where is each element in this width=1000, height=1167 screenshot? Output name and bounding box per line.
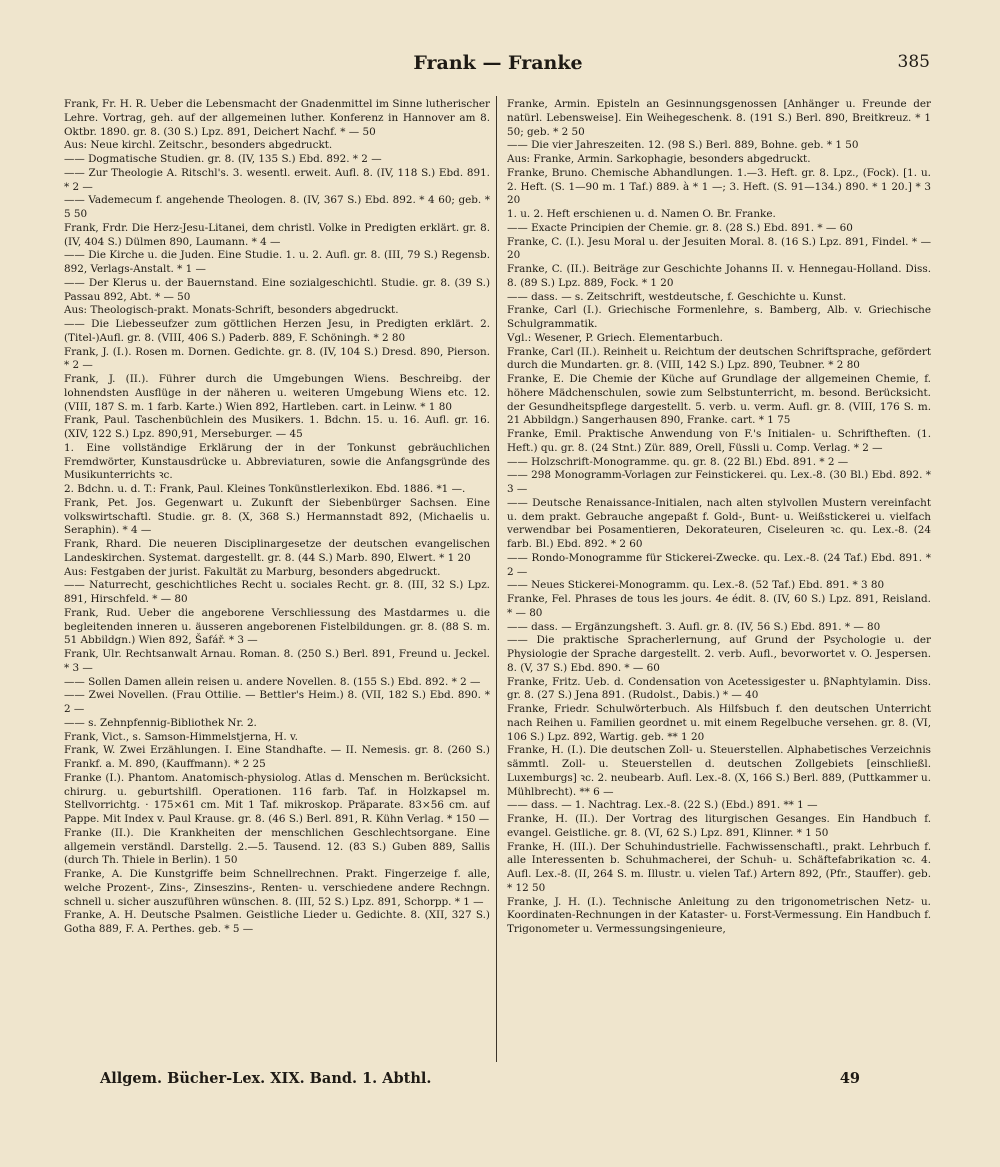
catalog-entry: Aus: Festgaben der jurist. Fakultät zu Marburg, besonders abgedruckt. [64,565,441,578]
catalog-entry: Franke, C. (II.). Beiträge zur Geschichte Johanns II. v. Hennegau-Holland. Diss. 8. (89 S.) Lpz. 889, Fock. * 1 20 [507,263,931,289]
catalog-entry: Franke, C. (I.). Jesu Moral u. der Jesuiten Moral. 8. (16 S.) Lpz. 891, Findel. * — 20 [507,235,931,262]
catalog-entry: 2. Bdchn. u. d. T.: Frank, Paul. Kleines Tonkünstlerlexikon. Ebd. 1886. *1 —. [64,483,466,495]
catalog-entry: —— Holzschrift-Monogramme. qu. gr. 8. (22 Bl.) Ebd. 891. * 2 — [507,455,849,468]
catalog-entry: —— dass. — Ergänzungsheft. 3. Aufl. gr. 8. (IV, 56 S.) Ebd. 891. * — 80 [507,620,881,633]
catalog-entry: Franke, A. Die Kunstgriffe beim Schnellrechnen. Prakt. Fingerzeige f. alle, welche Prozent-, Zins-, Zinseszins-, Renten- u. verschiedene andere Rechngn. schnell u. sicher auszuführen wünschen. 8. (III, 52 S.) Lpz. 891, Schorpp. * 1 — [64,868,490,908]
catalog-entry: Franke, H. (I.). Die deutschen Zoll- u. Steuerstellen. Alphabetisches Verzeichnis sämmtl. Zoll- u. Steuerstellen d. deutschen Zollgebiets [einschließl. Luxemburgs] ꝛc. 2. neubearb. Aufl. Lex.-8. (X, 166 S.) Berl. 889, (Puttkammer u. Mühlbrecht). ** 6 — [507,744,931,798]
sheet-signature: Allgem. Bücher-Lex. XIX. Band. 1. Abthl. [100,1070,432,1087]
catalog-entry: —— 298 Monogramm-Vorlagen zur Feinstickerei. qu. Lex.-8. (30 Bl.) Ebd. 892. * 3 — [507,469,931,495]
catalog-entry: Aus: Theologisch-prakt. Monats-Schrift, besonders abgedruckt. [64,304,399,317]
catalog-entry: —— Zur Theologie A. Ritschl's. 3. wesentl. erweit. Aufl. 8. (IV, 118 S.) Ebd. 891. * 2 — [64,166,490,193]
catalog-entry: —— Dogmatische Studien. gr. 8. (IV, 135 S.) Ebd. 892. * 2 — [64,153,382,165]
catalog-entry: Frank, Frdr. Die Herz-Jesu-Litanei, dem christl. Volke in Predigten erklärt. gr. 8. (IV, 404 S.) Dülmen 890, Laumann. * 4 — [64,221,490,248]
catalog-entry: —— Die Liebesseufzer zum göttlichen Herzen Jesu, in Predigten erklärt. 2. (Titel-)Aufl. gr. 8. (VIII, 406 S.) Paderb. 889, F. Schöningh. * 2 80 [64,318,490,344]
catalog-entry: —— Deutsche Renaissance-Initialen, nach alten stylvollen Mustern vereinfacht u. dem prakt. Gebrauche angepaßt f. Gold-, Bunt- u. Weißstickerei u. vielfach verwendbar bei Posamentieren, Dekorateuren, Ciseleuren ꝛc. qu. Lex.-8. (24 farb. Bl.) Ebd. 892. * 2 60 [507,496,931,550]
page-header [60,52,936,82]
catalog-entry: Franke, J. H. (I.). Technische Anleitung zu den trigonometrischen Netz- u. Koordinaten-Rechnungen in der Kataster- u. Forst-Vermessung. Ein Handbuch f. Trigonometer u. Vermessungsingenieure, [507,895,931,935]
catalog-entry: Frank, Rud. Ueber die angeborene Verschliessung des Mastdarmes u. die begleitenden inneren u. äusseren angeborenen Fistelbildungen. gr. 8. (88 S. m. 51 Abbildgn.) Wien 892, Šafář. * 3 — [64,606,490,647]
catalog-entry: Frank, Rhard. Die neueren Disciplinargesetze der deutschen evangelischen Landeskirchen. Systemat. dargestellt. gr. 8. (44 S.) Marb. 890, Elwert. * 1 20 [64,538,490,564]
catalog-entry: Franke, A. H. Deutsche Psalmen. Geistliche Lieder u. Gedichte. 8. (XII, 327 S.) Gotha 889, F. A. Perthes. geb. * 5 — [64,909,490,935]
catalog-entry: Franke, Fritz. Ueb. d. Condensation von Acetessigester u. βNaphtylamin. Diss. gr. 8. (27 S.) Jena 891. (Rudolst., Dabis.) * — 40 [507,675,931,702]
catalog-entry: —— dass. — s. Zeitschrift, westdeutsche, f. Geschichte u. Kunst. [507,290,847,303]
catalog-entry: —— Exacte Principien der Chemie. gr. 8. (28 S.) Ebd. 891. * — 60 [507,221,853,234]
catalog-entry: —— Sollen Damen allein reisen u. andere Novellen. 8. (155 S.) Ebd. 892. * 2 — [64,675,481,688]
page-footer [100,1070,860,1094]
catalog-entry: 1. Eine vollständige Erklärung der in der Tonkunst gebräuchlichen Fremdwörter, Kunstausdrücke u. Abbreviaturen, sowie die Anfangsgründe des Musikunterrichts ꝛc. [64,441,490,482]
catalog-entry: Frank, J. (I.). Rosen m. Dornen. Gedichte. gr. 8. (IV, 104 S.) Dresd. 890, Pierson. * 2 — [64,345,490,372]
catalog-entry: —— Die vier Jahreszeiten. 12. (98 S.) Berl. 889, Bohne. geb. * 1 50 [507,139,859,152]
catalog-entry: Frank, Vict., s. Samson-Himmelstjerna, H. v. [64,730,298,743]
column-divider [496,96,497,1062]
catalog-entry: Frank, W. Zwei Erzählungen. I. Eine Standhafte. — II. Nemesis. gr. 8. (260 S.) Frankf. a. M. 890, (Kauffmann). * 2 25 [64,744,490,770]
catalog-entry: —— Rondo-Monogramme für Stickerei-Zwecke. qu. Lex.-8. (24 Taf.) Ebd. 891. * 2 — [507,551,931,578]
running-title: Frank — Franke [413,52,583,74]
sheet-number: 49 [839,1070,860,1087]
catalog-entry: —— Die praktische Spracherlernung, auf Grund der Psychologie u. der Physiologie der Sprache dargestellt. 2. verb. Aufl., bevorwortet v. O. Jespersen. 8. (V, 37 S.) Ebd. 890. * — 60 [507,634,931,674]
right-column [507,98,931,1060]
catalog-entry: Franke (II.). Die Krankheiten der menschlichen Geschlechtsorgane. Eine allgemein verständl. Darstellg. 2.—5. Tausend. 12. (83 S.) Guben 889, Sallis (durch Th. Thiele in Berlin). 1 50 [64,826,490,867]
catalog-entry: Frank, Paul. Taschenbüchlein des Musikers. 1. Bdchn. 15. u. 16. Aufl. gr. 16. (XIV, 122 S.) Lpz. 890,91, Merseburger. — 45 [64,414,490,440]
catalog-entry: Franke, Friedr. Schulwörterbuch. Als Hilfsbuch f. den deutschen Unterricht nach Reihen u. Familien geordnet u. mit einem Regelbuche versehen. gr. 8. (VI, 106 S.) Lpz. 892, Wartig. geb. ** 1 20 [507,703,931,743]
catalog-entry: Franke, Bruno. Chemische Abhandlungen. 1.—3. Heft. gr. 8. Lpz., (Fock). [1. u. 2. Heft. (S. 1—90 m. 1 Taf.) 889. à * 1 —; 3. Heft. (S. 91—134.) 890. * 1 20.] * 3 20 [507,166,931,207]
catalog-entry: Frank, Fr. H. R. Ueber die Lebensmacht der Gnadenmittel im Sinne lutherischer Lehre. Vortrag, geh. auf der allgemeinen luther. Konferenz in Hannover am 8. Oktbr. 1890. gr. 8. (30 S.) Lpz. 891, Deichert Nachf. * — 50 [64,98,490,138]
catalog-entry: Vgl.: Wesener, P. Griech. Elementarbuch. [507,331,723,344]
catalog-entry: Aus: Neue kirchl. Zeitschr., besonders abgedruckt. [64,139,333,152]
catalog-entry: Franke, Emil. Praktische Anwendung von F.'s Initialen- u. Schriftheften. (1. Heft.) qu. gr. 8. (24 Stnt.) Zür. 889, Orell, Füssli u. Comp. Verlag. * 2 — [507,428,931,454]
catalog-entry: —— Naturrecht, geschichtliches Recht u. sociales Recht. gr. 8. (III, 32 S.) Lpz. 891, Hirschfeld. * — 80 [64,579,490,605]
catalog-entry: —— Zwei Novellen. (Frau Ottilie. — Bettler's Heim.) 8. (VII, 182 S.) Ebd. 890. * 2 — [64,689,490,715]
catalog-entry: —— Der Klerus u. der Bauernstand. Eine sozialgeschichtl. Studie. gr. 8. (39 S.) Passau 892, Abt. * — 50 [64,276,490,303]
catalog-entry: Franke, Fel. Phrases de tous les jours. 4e édit. 8. (IV, 60 S.) Lpz. 891, Reisland. * — 80 [507,593,931,619]
catalog-entry: Aus: Franke, Armin. Sarkophagie, besonders abgedruckt. [507,153,811,165]
left-column [64,98,490,1060]
catalog-entry: Franke, Armin. Episteln an Gesinnungsgenossen [Anhänger u. Freunde der natürl. Lebensweise]. Ein Weihegeschenk. 8. (191 S.) Berl. 890, Breitkreuz. * 1 50; geb. * 2 50 [507,98,931,138]
catalog-entry: Franke (I.). Phantom. Anatomisch-physiolog. Atlas d. Menschen m. Berücksicht. chirurg. u. geburtshilfl. Operationen. 116 farb. Taf. in Holzkapsel m. Stellvorrichtg. · 175×61 cm. Mit 1 Taf. mikroskop. Präparate. 83×56 cm. auf Pappe. Mit Index v. Paul Krause. gr. 8. (46 S.) Berl. 891, R. Kühn Verlag. * 150 — [64,771,490,825]
catalog-entry: Frank, J. (II.). Führer durch die Umgebungen Wiens. Beschreibg. der lohnendsten Ausflüge in der näheren u. weiteren Umgebung Wiens etc. 12. (VIII, 187 S. m. 1 farb. Karte.) Wien 892, Hartleben. cart. in Leinw. * 1 80 [64,373,490,413]
catalog-entry: —— Die Kirche u. die Juden. Eine Studie. 1. u. 2. Aufl. gr. 8. (III, 79 S.) Regensb. 892, Verlags-Anstalt. * 1 — [64,249,490,275]
page-number: 385 [897,52,930,72]
catalog-entry: —— Neues Stickerei-Monogramm. qu. Lex.-8. (52 Taf.) Ebd. 891. * 3 80 [507,579,885,592]
catalog-entry: —— Vademecum f. angehende Theologen. 8. (IV, 367 S.) Ebd. 892. * 4 60; geb. * 5 50 [64,194,490,220]
catalog-entry: —— s. Zehnpfennig-Bibliothek Nr. 2. [64,716,257,729]
catalog-entry: Frank, Pet. Jos. Gegenwart u. Zukunft der Siebenbürger Sachsen. Eine volkswirtschaftl. Studie. gr. 8. (X, 368 S.) Hermannstadt 892, (Michaelis u. Seraphin). * 4 — [64,496,490,537]
catalog-entry: Franke, E. Die Chemie der Küche auf Grundlage der allgemeinen Chemie, f. höhere Mädchenschulen, sowie zum Selbstunterricht, m. besond. Berücksicht. der Gesundheitspflege dargestellt. 5. verb. u. verm. Aufl. gr. 8. (VIII, 176 S. m. 21 Abbildgn.) Sangerhausen 890, Franke. cart. * 1 75 [507,373,931,427]
catalog-entry: Franke, H. (III.). Der Schuhindustrielle. Fachwissenschaftl., prakt. Lehrbuch f. alle Interessenten b. Schuhmacherei, der Schuh- u. Schäftefabrikation ꝛc. 4. Aufl. Lex.-8. (II, 264 S. m. Illustr. u. vielen Taf.) Artern 892, (Pfr., Stauffer). geb. * 12 50 [507,840,931,894]
catalog-entry: Franke, Carl (II.). Reinheit u. Reichtum der deutschen Schriftsprache, gefördert durch die Mundarten. gr. 8. (VIII, 142 S.) Lpz. 890, Teubner. * 2 80 [507,345,931,372]
catalog-entry: Frank, Ulr. Rechtsanwalt Arnau. Roman. 8. (250 S.) Berl. 891, Freund u. Jeckel. * 3 — [64,648,490,674]
catalog-entry: 1. u. 2. Heft erschienen u. d. Namen O. Br. Franke. [507,208,776,220]
catalog-entry: Franke, Carl (I.). Griechische Formenlehre, s. Bamberg, Alb. v. Griechische Schulgrammatik. [507,304,931,330]
catalog-entry: Franke, H. (II.). Der Vortrag des liturgischen Gesanges. Ein Handbuch f. evangel. Geistliche. gr. 8. (VI, 62 S.) Lpz. 891, Klinner. * 1 50 [507,813,931,839]
catalog-entry: —— dass. — 1. Nachtrag. Lex.-8. (22 S.) (Ebd.) 891. ** 1 — [507,799,818,812]
